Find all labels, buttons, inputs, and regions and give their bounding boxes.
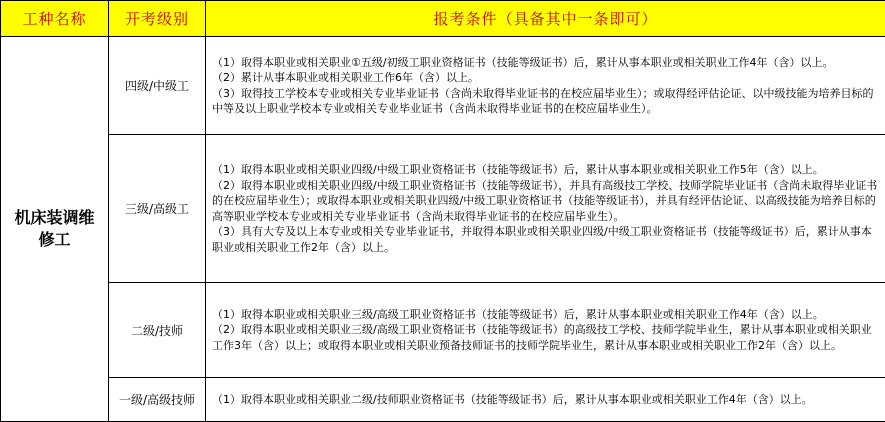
condition-text: （1）取得本职业或相关职业三级/高级工职业资格证书（技能等级证书）后，累计从事本职业或相关职业工作4年（含）以上。 <box>212 307 824 321</box>
header-job: 工种名称 <box>1 1 109 37</box>
header-conditions: 报考条件（具备其中一条即可） <box>206 1 885 37</box>
condition-text: （3）具有大专及以上本专业或相关专业毕业证书，并取得本职业或相关职业四级/中级工职业资格证书（技能等级证书）后，累计从事本职业或相关职业工作2年（含）以上。 <box>212 225 872 254</box>
header-row <box>1 1 885 37</box>
table-row <box>1 37 885 135</box>
header-level: 开考级别 <box>109 1 206 37</box>
condition-text: （1）取得本职业或相关职业①五级/初级工职业资格证书（技能等级证书）后，累计从事本职业或相关职业工作4年（含）以上。 <box>212 55 834 69</box>
level-cell: 一级/高级技师 <box>109 378 206 422</box>
level-cell: 二级/技师 <box>109 283 206 378</box>
conditions-cell <box>206 37 885 135</box>
condition-text: （1）取得本职业或相关职业二级/技师职业资格证书（技能等级证书）后，累计从事本职业或相关职业工作4年（含）以上。 <box>212 392 813 406</box>
level-cell: 四级/中级工 <box>109 37 206 135</box>
level-cell: 三级/高级工 <box>109 135 206 283</box>
condition-text: （1）取得本职业或相关职业四级/中级工职业资格证书（技能等级证书）后，累计从事本职业或相关职业工作5年（含）以上。 <box>212 163 824 176</box>
condition-text: （2）累计从事本职业或相关职业工作6年（含）以上。 <box>212 71 479 84</box>
condition-text: （2）取得本职业或相关职业三级/高级工职业资格证书（技能等级证书）的高级技工学校、技师学院毕业生，累计从事本职业或相关职业工作3年（含）以上；或取得本职业或相关职业预备技师证书的技师学院毕业生，累计从事本职业或相关职业工作2年（含）以上。 <box>212 323 872 352</box>
conditions-cell <box>206 135 885 283</box>
job-name-cell: 机床装调维修工 <box>1 37 109 422</box>
conditions-cell <box>206 283 885 378</box>
table-row <box>1 378 885 422</box>
table-row <box>1 135 885 283</box>
table-row <box>1 283 885 378</box>
condition-text: （3）取得技工学校本专业或相关专业毕业证书（含尚未取得毕业证书的在校应届毕业生）；或取得经评估论证、以中级技能为培养目标的中等及以上职业学校本专业或相关专业毕业证书（含尚未取得毕业证书的在校应届毕业生）。 <box>212 86 874 115</box>
conditions-cell <box>206 378 885 422</box>
condition-text: （2）取得本职业或相关职业四级/中级工职业资格证书（技能等级证书），并具有高级技工学校、技师学院毕业证书（含尚未取得毕业证书的在校应届毕业生）；或取得本职业或相关职业四级/中级工职业资格证书（技能等级证书），并具有经评估论证、以高级技能为培养目标的高等职业学校本专业或相关专业毕业证书（含尚未取得毕业证书的在校应届毕业生）。 <box>212 178 878 223</box>
